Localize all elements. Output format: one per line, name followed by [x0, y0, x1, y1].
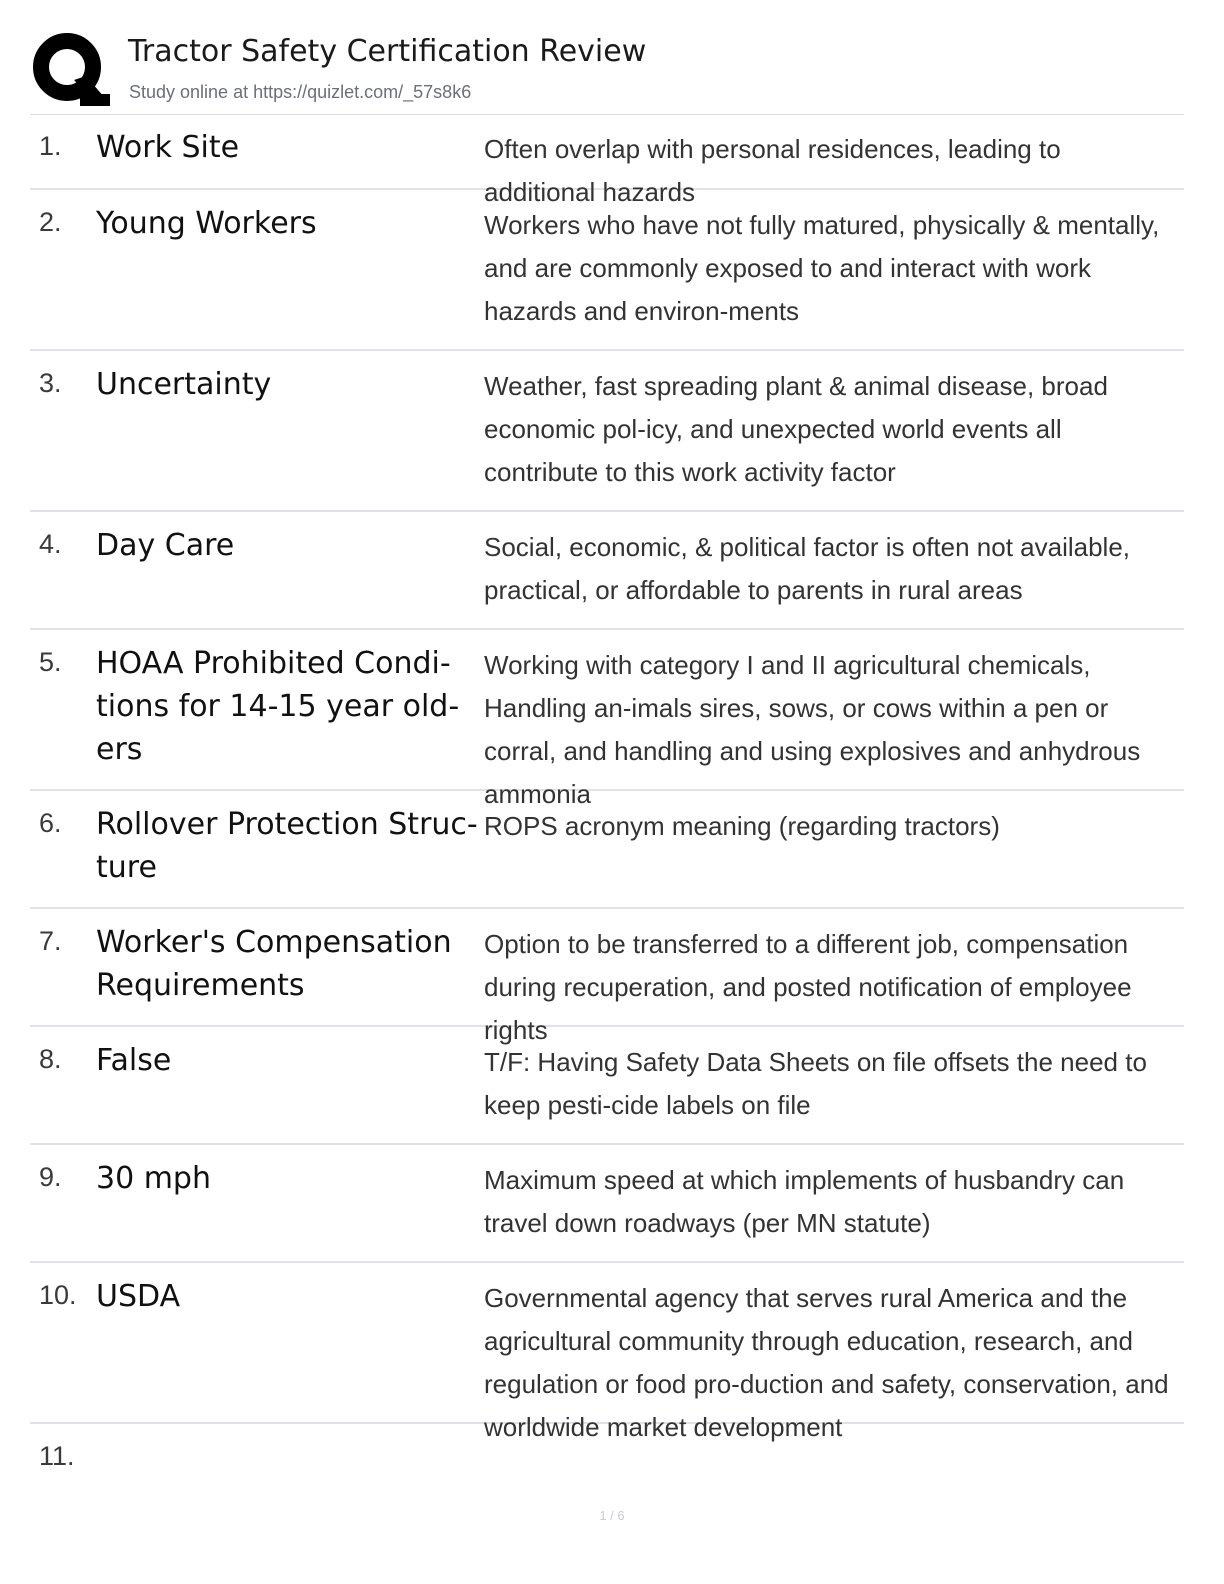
flashcard-row	[30, 791, 1184, 909]
card-term: HOAA Prohibited Condi-tions for 14-15 year old-ers	[96, 646, 460, 767]
card-definition: ROPS acronym meaning (regarding tractors)	[484, 811, 1000, 841]
card-definition: Often overlap with personal residences, leading to additional hazards	[484, 134, 1061, 207]
card-definition: Social, economic, & political factor is often not available, practical, or affordable to parents in rural areas	[484, 532, 1131, 605]
page-header	[30, 28, 1184, 115]
flashcard-row	[30, 909, 1184, 1045]
card-term: Rollover Protection Struc-ture	[96, 807, 478, 885]
card-number: 6.	[39, 808, 62, 838]
card-definition: Weather, fast spreading plant & animal disease, broad economic pol-icy, and unexpected world events all contribute to this work activity factor	[484, 371, 1108, 487]
card-term: False	[96, 1043, 172, 1078]
flashcard-row	[30, 1027, 1184, 1145]
study-link-text: Study online at https://quizlet.com/_57s8k6	[129, 82, 472, 102]
card-definition: Maximum speed at which implements of husbandry can travel down roadways (per MN statute)	[484, 1165, 1125, 1238]
page-number: 1 / 6	[599, 1508, 625, 1523]
flashcard-row	[30, 512, 1184, 630]
card-term: USDA	[96, 1279, 181, 1314]
card-number: 2.	[39, 207, 62, 237]
flashcard-row	[30, 1145, 1184, 1263]
card-definition: Option to be transferred to a different job, compensation during recuperation, and posted notification of employee rights	[484, 929, 1132, 1045]
flashcard-row	[30, 1424, 1184, 1504]
card-number: 7.	[39, 926, 62, 956]
card-definition: Working with category I and II agricultural chemicals, Handling an-imals sires, sows, or cows within a pen or corral, and handling and using explosives and anhydrous ammonia	[484, 650, 1141, 809]
card-term: Uncertainty	[96, 367, 272, 402]
card-number: 9.	[39, 1162, 62, 1192]
flashcard-list	[30, 114, 1184, 1504]
card-number: 3.	[39, 368, 62, 398]
page-title: Tractor Safety Certification Review	[128, 34, 647, 69]
flashcard-row	[30, 190, 1184, 351]
flashcard-row	[30, 351, 1184, 512]
card-definition: Workers who have not fully matured, physically & mentally, and are commonly exposed to and interact with work hazards and environ-ments	[484, 210, 1160, 326]
card-term: Young Workers	[96, 206, 317, 241]
card-number: 5.	[39, 647, 62, 677]
flashcard-row	[30, 114, 1184, 207]
card-term: Day Care	[96, 528, 235, 563]
card-number: 4.	[39, 529, 62, 559]
card-number: 8.	[39, 1044, 62, 1074]
card-number: 11.	[39, 1441, 75, 1471]
flashcard-row	[30, 630, 1184, 809]
card-term: 30 mph	[96, 1161, 211, 1196]
quizlet-logo-icon	[30, 30, 110, 110]
card-term: Work Site	[96, 130, 240, 165]
card-definition: T/F: Having Safety Data Sheets on file offsets the need to keep pesti-cide labels on file	[484, 1047, 1147, 1120]
flashcard-row	[30, 1263, 1184, 1442]
card-term: Worker's Compensation Requirements	[96, 925, 452, 1003]
card-number: 1.	[39, 131, 62, 161]
card-definition: Governmental agency that serves rural America and the agricultural community through education, research, and regulation or food pro-duction and safety, conservation, and worldwide market development	[484, 1283, 1169, 1442]
card-number: 10.	[39, 1280, 77, 1310]
